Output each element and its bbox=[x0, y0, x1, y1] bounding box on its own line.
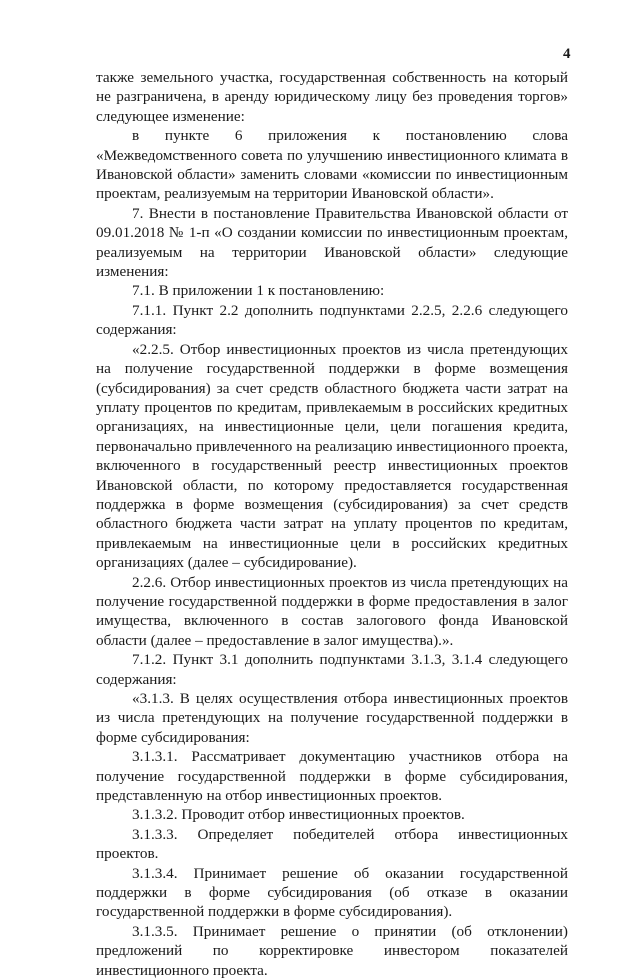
paragraph-9: «3.1.3. В целях осуществления отбора инвестиционных проектов из числа претендующих на получение государственной поддержки в форме субсидирования: bbox=[96, 690, 568, 746]
page-number: 4 bbox=[563, 46, 571, 62]
paragraph-13: 3.1.3.4. Принимает решение об оказании государственной поддержки в форме субсидирования (об отказе в оказании государственной поддержки в форме субсидирования). bbox=[96, 864, 568, 921]
paragraph-8: 7.1.2. Пункт 3.1 дополнить подпунктами 3.1.3, 3.1.4 следующего содержания: bbox=[96, 651, 568, 688]
paragraph-14: 3.1.3.5. Принимает решение о принятии (об отклонении) предложений по корректировке инвестором показателей инвестиционного проекта. bbox=[96, 922, 568, 979]
paragraph-12: 3.1.3.3. Определяет победителей отбора инвестиционных проектов. bbox=[96, 825, 568, 863]
paragraph-5: 7.1.1. Пункт 2.2 дополнить подпунктами 2.2.5, 2.2.6 следующего содержания: bbox=[96, 301, 568, 339]
paragraph-7: 2.2.6. Отбор инвестиционных проектов из числа претендующих на получение государственной поддержки в форме предоставления в залог имущества, включенного в состав залогового фонда Ивановской области (далее – предоставление в залог имущества).». bbox=[96, 573, 568, 649]
paragraph-4: 7.1. В приложении 1 к постановлению: bbox=[132, 282, 385, 300]
paragraph-1: также земельного участка, государственная собственность на который не разграничена, в аренду юридическому лицу без проведения торгов» следующее изменение: bbox=[96, 69, 568, 125]
paragraph-6: «2.2.5. Отбор инвестиционных проектов из числа претендующих на получение государственной поддержки в форме возмещения (субсидирования) за счет средств областного бюджета части затрат на уплату процентов по кредитам, привлекаемым в российских кредитных организациях, на инвестиционные цели, цели погашения кредита, первоначально привлеченного на реализацию инвестиционного проекта, включенного в государственный реестр инвестиционных проектов Ивановской области, по которому предоставляется государственная поддержка в форме возмещения (субсидирования) за счет средств областного бюджета части затрат на уплату процентов по кредитам, привлекаемым на инвестиционные цели в российских кредитных организациях (далее – субсидирование). bbox=[96, 340, 568, 572]
paragraph-3: 7. Внести в постановление Правительства Ивановской области от 09.01.2018 № 1-п «О создании комиссии по инвестиционным проектам, реализуемым на территории Ивановской области» следующие изменения: bbox=[96, 204, 568, 281]
document-body bbox=[96, 68, 568, 980]
paragraph-10: 3.1.3.1. Рассматривает документацию участников отбора на получение государственной поддержки в форме субсидирования, представленную на отбор инвестиционных проектов. bbox=[96, 748, 568, 805]
paragraph-2: в пункте 6 приложения к постановлению слова «Межведомственного совета по улучшению инвестиционного климата в Ивановской области» заменить словами «комиссии по инвестиционным проектам, реализуемым на территории Ивановской области». bbox=[96, 127, 568, 203]
paragraph-11: 3.1.3.2. Проводит отбор инвестиционных проектов. bbox=[132, 806, 465, 824]
